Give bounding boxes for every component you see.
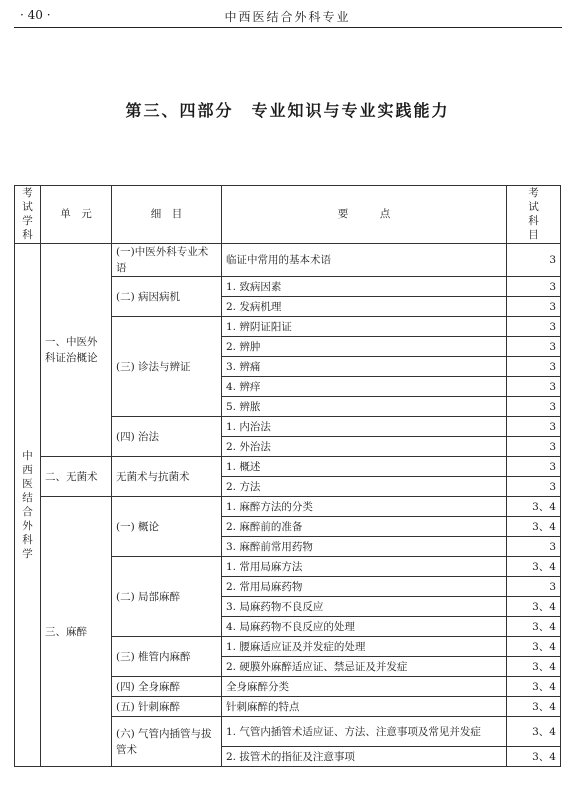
column-header-exam-subject: 考试科目: [507, 186, 561, 244]
key-point-cell: 1. 腰麻适应证及并发症的处理: [222, 637, 507, 657]
exam-level-cell: 3: [507, 337, 561, 357]
detail-cell: 无菌术与抗菌术: [112, 457, 222, 497]
key-point-cell: 3. 辨痛: [222, 357, 507, 377]
exam-level-cell: 3: [507, 317, 561, 337]
detail-cell: (五) 针刺麻醉: [112, 697, 222, 717]
table-row: [15, 497, 561, 517]
exam-level-cell: 3: [507, 457, 561, 477]
key-point-cell: 全身麻醉分类: [222, 677, 507, 697]
key-point-cell: 3. 局麻药物不良反应: [222, 597, 507, 617]
column-header-subject: 考试学科: [15, 186, 41, 244]
running-header-title: 中西医结合外科专业: [224, 10, 351, 24]
page-number: · 40 ·: [20, 8, 51, 22]
exam-level-cell: 3、4: [507, 697, 561, 717]
exam-level-cell: 3: [507, 437, 561, 457]
key-point-cell: 1. 辨阴证阳证: [222, 317, 507, 337]
exam-level-cell: 3: [507, 417, 561, 437]
detail-cell: (四) 全身麻醉: [112, 677, 222, 697]
exam-level-cell: 3: [507, 477, 561, 497]
key-point-cell: 4. 局麻药物不良反应的处理: [222, 617, 507, 637]
key-point-cell: 1. 气管内插管术适应证、方法、注意事项及常见并发症: [222, 717, 507, 747]
table-body: [15, 244, 561, 767]
header-rule: [14, 27, 562, 28]
exam-level-cell: 3、4: [507, 717, 561, 747]
key-point-cell: 1. 麻醉方法的分类: [222, 497, 507, 517]
detail-cell: (六) 气管内插管与拔管术: [112, 717, 222, 767]
key-point-cell: 2. 方法: [222, 477, 507, 497]
exam-level-cell: 3、4: [507, 517, 561, 537]
detail-cell: (三) 诊法与辨证: [112, 317, 222, 417]
syllabus-table: [14, 185, 561, 767]
unit-cell: 三、麻醉: [41, 497, 112, 767]
key-point-cell: 1. 常用局麻方法: [222, 557, 507, 577]
key-point-cell: 3. 麻醉前常用药物: [222, 537, 507, 557]
detail-cell: (一) 概论: [112, 497, 222, 557]
column-header-detail: 细 目: [112, 186, 222, 244]
key-point-cell: 2. 拔管术的指征及注意事项: [222, 747, 507, 767]
exam-level-cell: 3、4: [507, 637, 561, 657]
key-point-cell: 2. 常用局麻药物: [222, 577, 507, 597]
exam-level-cell: 3、4: [507, 557, 561, 577]
exam-level-cell: 3: [507, 397, 561, 417]
exam-level-cell: 3、4: [507, 497, 561, 517]
exam-level-cell: 3: [507, 277, 561, 297]
exam-level-cell: 3、4: [507, 617, 561, 637]
exam-level-cell: 3: [507, 377, 561, 397]
exam-level-cell: 3、4: [507, 747, 561, 767]
exam-level-cell: 3、4: [507, 657, 561, 677]
key-point-cell: 临证中常用的基本术语: [222, 244, 507, 277]
table-row: [15, 244, 561, 277]
key-point-cell: 4. 辨痒: [222, 377, 507, 397]
unit-cell: 一、中医外科证治概论: [41, 244, 112, 457]
detail-cell: (四) 治法: [112, 417, 222, 457]
exam-level-cell: 3: [507, 577, 561, 597]
exam-level-cell: 3: [507, 297, 561, 317]
table-header-row: [15, 186, 561, 244]
exam-level-cell: 3: [507, 537, 561, 557]
unit-cell: 二、无菌术: [41, 457, 112, 497]
exam-level-cell: 3、4: [507, 677, 561, 697]
exam-level-cell: 3: [507, 244, 561, 277]
subject-cell: 中西医结合外科学: [15, 244, 41, 767]
key-point-cell: 1. 致病因素: [222, 277, 507, 297]
exam-level-cell: 3: [507, 357, 561, 377]
detail-cell: (二) 局部麻醉: [112, 557, 222, 637]
column-header-unit: 单 元: [41, 186, 112, 244]
detail-cell: (二) 病因病机: [112, 277, 222, 317]
key-point-cell: 2. 外治法: [222, 437, 507, 457]
table-row: [15, 457, 561, 477]
detail-cell: (三) 椎管内麻醉: [112, 637, 222, 677]
key-point-cell: 1. 内治法: [222, 417, 507, 437]
detail-cell: (一)中医外科专业术语: [112, 244, 222, 277]
key-point-cell: 针刺麻醉的特点: [222, 697, 507, 717]
key-point-cell: 1. 概述: [222, 457, 507, 477]
key-point-cell: 2. 发病机理: [222, 297, 507, 317]
key-point-cell: 5. 辨脓: [222, 397, 507, 417]
key-point-cell: 2. 麻醉前的准备: [222, 517, 507, 537]
column-header-key-points: 要 点: [222, 186, 507, 244]
section-title: 第三、四部分 专业知识与专业实践能力: [125, 101, 450, 120]
key-point-cell: 2. 辨肿: [222, 337, 507, 357]
exam-level-cell: 3、4: [507, 597, 561, 617]
key-point-cell: 2. 硬膜外麻醉适应证、禁忌证及并发症: [222, 657, 507, 677]
